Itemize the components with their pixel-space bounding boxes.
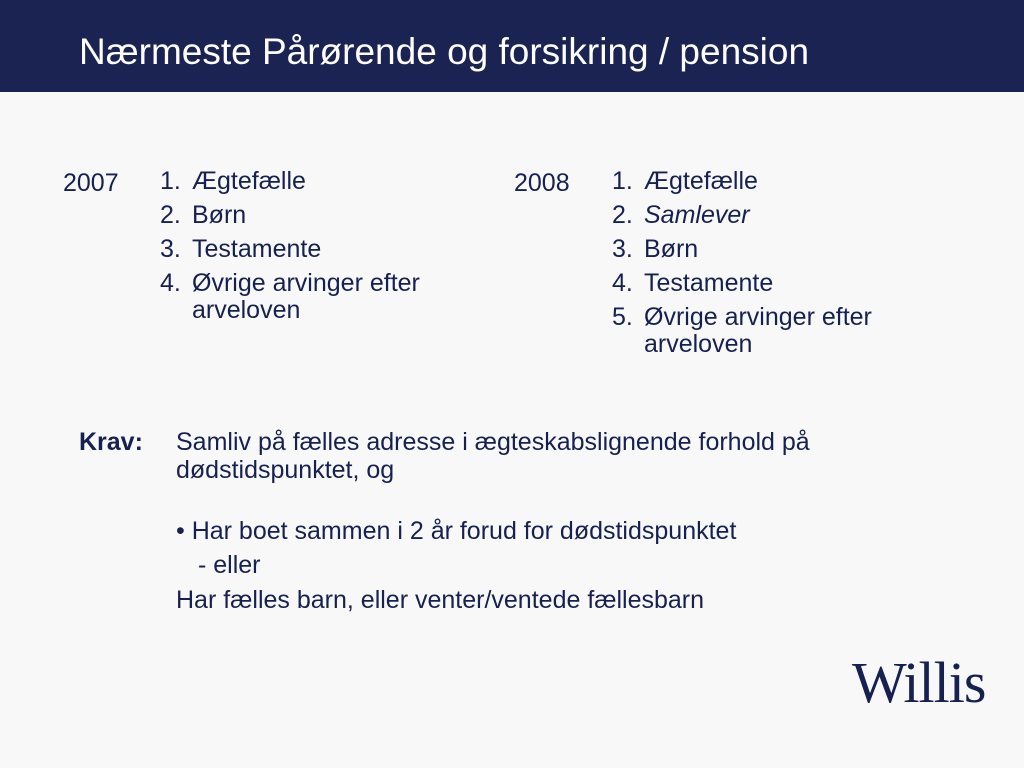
list-item-text: Øvrige arvinger efter arveloven: [192, 269, 420, 324]
list-item-number: 2.: [160, 201, 181, 229]
list-item-text: Børn: [644, 235, 699, 263]
list-item-text: Testamente: [644, 269, 774, 297]
krav-text: Samliv på fælles adresse i ægteskabslignende forhold på dødstidspunktet, og: [176, 428, 810, 484]
list-item-text: Ægtefælle: [644, 167, 758, 195]
list-item-number: 3.: [612, 235, 633, 263]
list-item-number: 1.: [612, 167, 633, 195]
list-item-number: 5.: [612, 303, 633, 331]
willis-logo: Willis: [852, 650, 986, 715]
title-bar: [0, 0, 1024, 92]
list-item-number: 1.: [160, 167, 181, 195]
year-label-2007: 2007: [63, 169, 119, 197]
slide-title: Nærmeste Pårørende og forsikring / pension: [79, 31, 810, 72]
list-item: [612, 304, 922, 358]
list-item-number: 4.: [612, 269, 633, 297]
heir-list-2007: [160, 168, 470, 331]
list-item-text: Øvrige arvinger efter arveloven: [644, 303, 872, 358]
bullet-item: • Har boet sammen i 2 år forud for dødstidspunktet: [176, 517, 737, 545]
list-item: [612, 202, 922, 229]
alternative-condition: Har fælles barn, eller venter/ventede fællesbarn: [176, 586, 705, 614]
list-item-number: 2.: [612, 201, 633, 229]
or-separator: - eller: [198, 551, 261, 579]
year-label-2008: 2008: [514, 169, 570, 197]
list-item-number: 3.: [160, 235, 181, 263]
list-item: [612, 236, 922, 263]
list-item-text: Testamente: [192, 235, 322, 263]
list-item-text: Ægtefælle: [192, 167, 306, 195]
list-item-text: Børn: [192, 201, 247, 229]
list-item: [160, 270, 470, 324]
krav-label: Krav:: [79, 428, 143, 456]
list-item: [612, 168, 922, 195]
list-item-number: 4.: [160, 269, 181, 297]
list-item-text: Samlever: [644, 201, 750, 229]
list-item: [160, 168, 470, 195]
list-item: [160, 236, 470, 263]
list-item: [612, 270, 922, 297]
list-item: [160, 202, 470, 229]
heir-list-2008: [612, 168, 922, 365]
